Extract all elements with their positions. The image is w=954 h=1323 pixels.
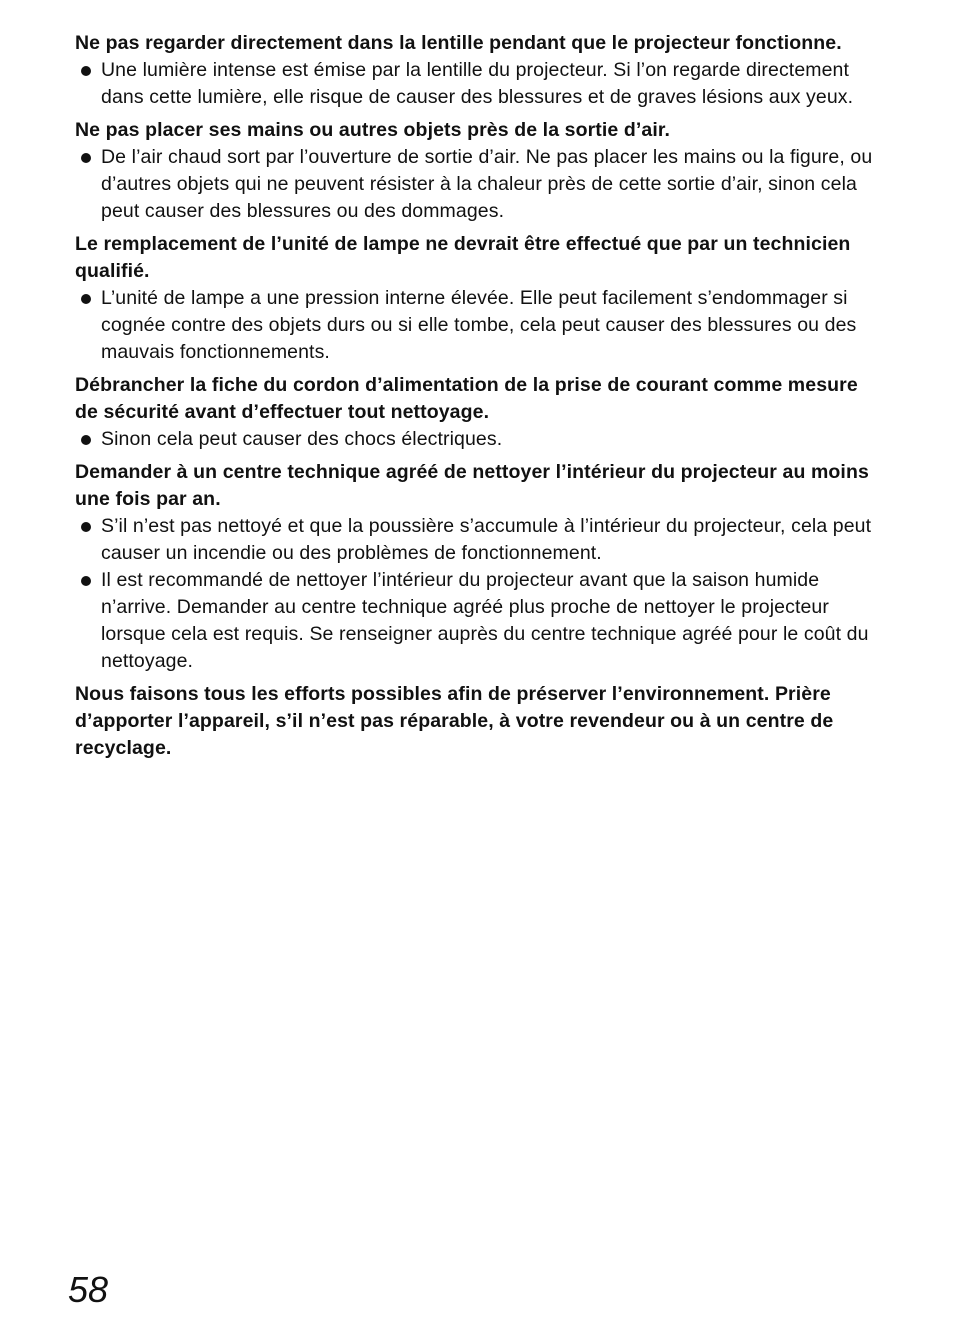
bullet-list — [75, 57, 875, 111]
bullet-text: Il est recommandé de nettoyer l’intérieur du projecteur avant que la saison humide n’arrive. Demander au centre technique agréé plus proche de nettoyer le projecteur lorsque cela est requis. Se renseigner auprès du centre technique agréé pour le coût du nettoyage. — [101, 569, 869, 672]
bullet-dot-icon — [81, 435, 91, 445]
bullet-list — [75, 426, 875, 453]
safety-section-air-outlet — [75, 117, 875, 225]
bullet-text: L’unité de lampe a une pression interne élevée. Elle peut facilement s’endommager si cognée contre des objets durs ou si elle tombe, cela peut causer des blessures ou des mauvais fonctionnements. — [101, 287, 857, 363]
bullet-text: Une lumière intense est émise par la lentille du projecteur. Si l’on regarde directement dans cette lumière, elle risque de causer des blessures et de graves lésions aux yeux. — [101, 59, 854, 108]
section-heading: Ne pas regarder directement dans la lentille pendant que le projecteur fonctionne. — [75, 32, 842, 54]
page-number: 58 — [68, 1269, 109, 1310]
safety-section-cleaning — [75, 459, 875, 675]
bullet-text: Sinon cela peut causer des chocs électriques. — [101, 428, 503, 450]
bullet-item — [75, 567, 875, 675]
bullet-item — [75, 57, 875, 111]
section-heading: Ne pas placer ses mains ou autres objets près de la sortie d’air. — [75, 119, 670, 141]
section-heading: Le remplacement de l’unité de lampe ne devrait être effectué que par un technicien qualifié. — [75, 233, 851, 282]
bullet-dot-icon — [81, 294, 91, 304]
safety-section-lens — [75, 30, 875, 111]
section-heading: Débrancher la fiche du cordon d’alimentation de la prise de courant comme mesure de sécurité avant d’effectuer tout nettoyage. — [75, 374, 858, 423]
bullet-list — [75, 285, 875, 366]
document-body — [75, 30, 875, 768]
bullet-item — [75, 144, 875, 225]
safety-section-lamp-unit — [75, 231, 875, 366]
bullet-dot-icon — [81, 153, 91, 163]
section-heading: Demander à un centre technique agréé de nettoyer l’intérieur du projecteur au moins une fois par an. — [75, 461, 869, 510]
safety-section-unplug — [75, 372, 875, 453]
section-heading: Nous faisons tous les efforts possibles afin de préserver l’environnement. Prière d’apporter l’appareil, s’il n’est pas réparable, à votre revendeur ou à un centre de recyclage. — [75, 683, 834, 759]
environment-section — [75, 681, 875, 762]
bullet-item — [75, 285, 875, 366]
bullet-item — [75, 426, 875, 453]
bullet-text: S’il n’est pas nettoyé et que la poussière s’accumule à l’intérieur du projecteur, cela peut causer un incendie ou des problèmes de fonctionnement. — [101, 515, 872, 564]
bullet-list — [75, 144, 875, 225]
bullet-dot-icon — [81, 522, 91, 532]
bullet-text: De l’air chaud sort par l’ouverture de sortie d’air. Ne pas placer les mains ou la figure, ou d’autres objets qui ne peuvent résister à la chaleur près de cette sortie d’air, sinon cela peut causer des blessures ou des dommages. — [101, 146, 873, 222]
bullet-item — [75, 513, 875, 567]
bullet-dot-icon — [81, 66, 91, 76]
bullet-dot-icon — [81, 576, 91, 586]
bullet-list — [75, 513, 875, 675]
